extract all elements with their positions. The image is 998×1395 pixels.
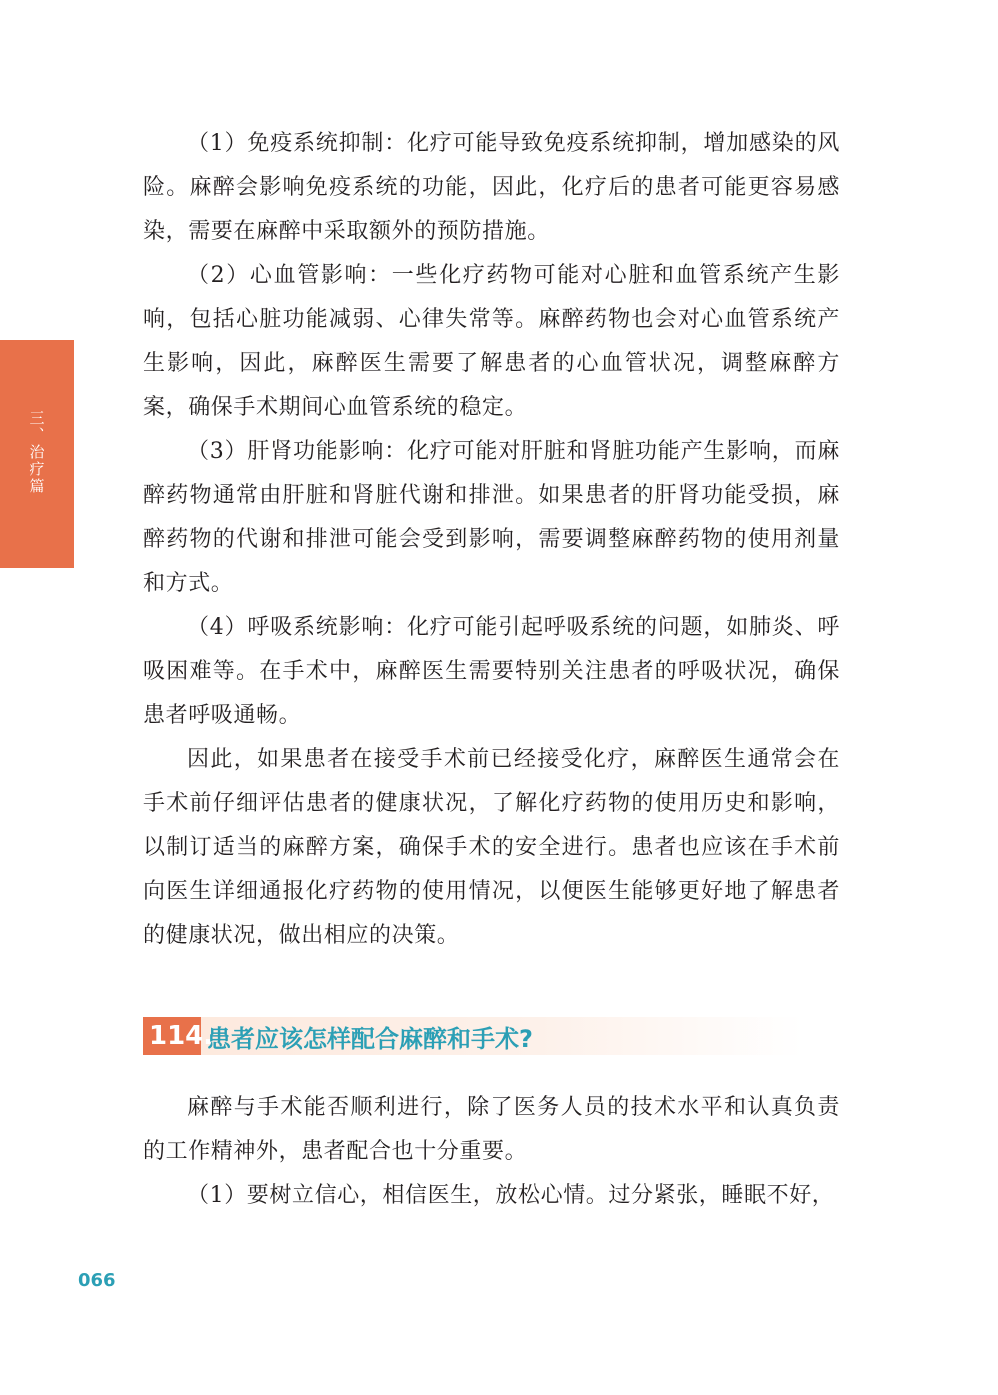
main-text [143,122,840,958]
paragraph-immune: （1）免疫系统抑制：化疗可能导致免疫系统抑制，增加感染的风险。麻醉会影响免疫系统的功能，因此，化疗后的患者可能更容易感染，需要在麻醉中采取额外的预防措施。 [143,131,840,244]
chapter-label: 三、治疗篇 [27,410,46,495]
section-paragraph-1: （1）要树立信心，相信医生，放松心情。过分紧张，睡眠不好， [187,1183,835,1208]
chapter-side-tab [0,340,74,568]
paragraph-liver-kidney: （3）肝肾功能影响：化疗可能对肝脏和肾脏功能产生影响，而麻醉药物通常由肝脏和肾脏代谢和排泄。如果患者的肝肾功能受损，麻醉药物的代谢和排泄可能会受到影响，需要调整麻醉药物的使用剂量和方式。 [143,439,840,596]
paragraph-respiratory: （4）呼吸系统影响：化疗可能引起呼吸系统的问题，如肺炎、呼吸困难等。在手术中，麻醉医生需要特别关注患者的呼吸状况，确保患者呼吸通畅。 [143,615,840,728]
section-text [143,1086,840,1218]
page-number: 066 [78,1270,116,1291]
section-paragraph-intro: 麻醉与手术能否顺利进行，除了医务人员的技术水平和认真负责的工作精神外，患者配合也十分重要。 [143,1095,840,1164]
section-heading [143,1017,803,1055]
section-number: 114. [143,1017,201,1055]
section-title: 患者应该怎样配合麻醉和手术? [207,1024,533,1053]
paragraph-conclusion: 因此，如果患者在接受手术前已经接受化疗，麻醉医生通常会在手术前仔细评估患者的健康状况，了解化疗药物的使用历史和影响，以制订适当的麻醉方案，确保手术的安全进行。患者也应该在手术前向医生详细通报化疗药物的使用情况，以便医生能够更好地了解患者的健康状况，做出相应的决策。 [143,747,840,948]
paragraph-cardiovascular: （2）心血管影响：一些化疗药物可能对心脏和血管系统产生影响，包括心脏功能减弱、心律失常等。麻醉药物也会对心血管系统产生影响，因此，麻醉医生需要了解患者的心血管状况，调整麻醉方案，确保手术期间心血管系统的稳定。 [143,263,840,420]
